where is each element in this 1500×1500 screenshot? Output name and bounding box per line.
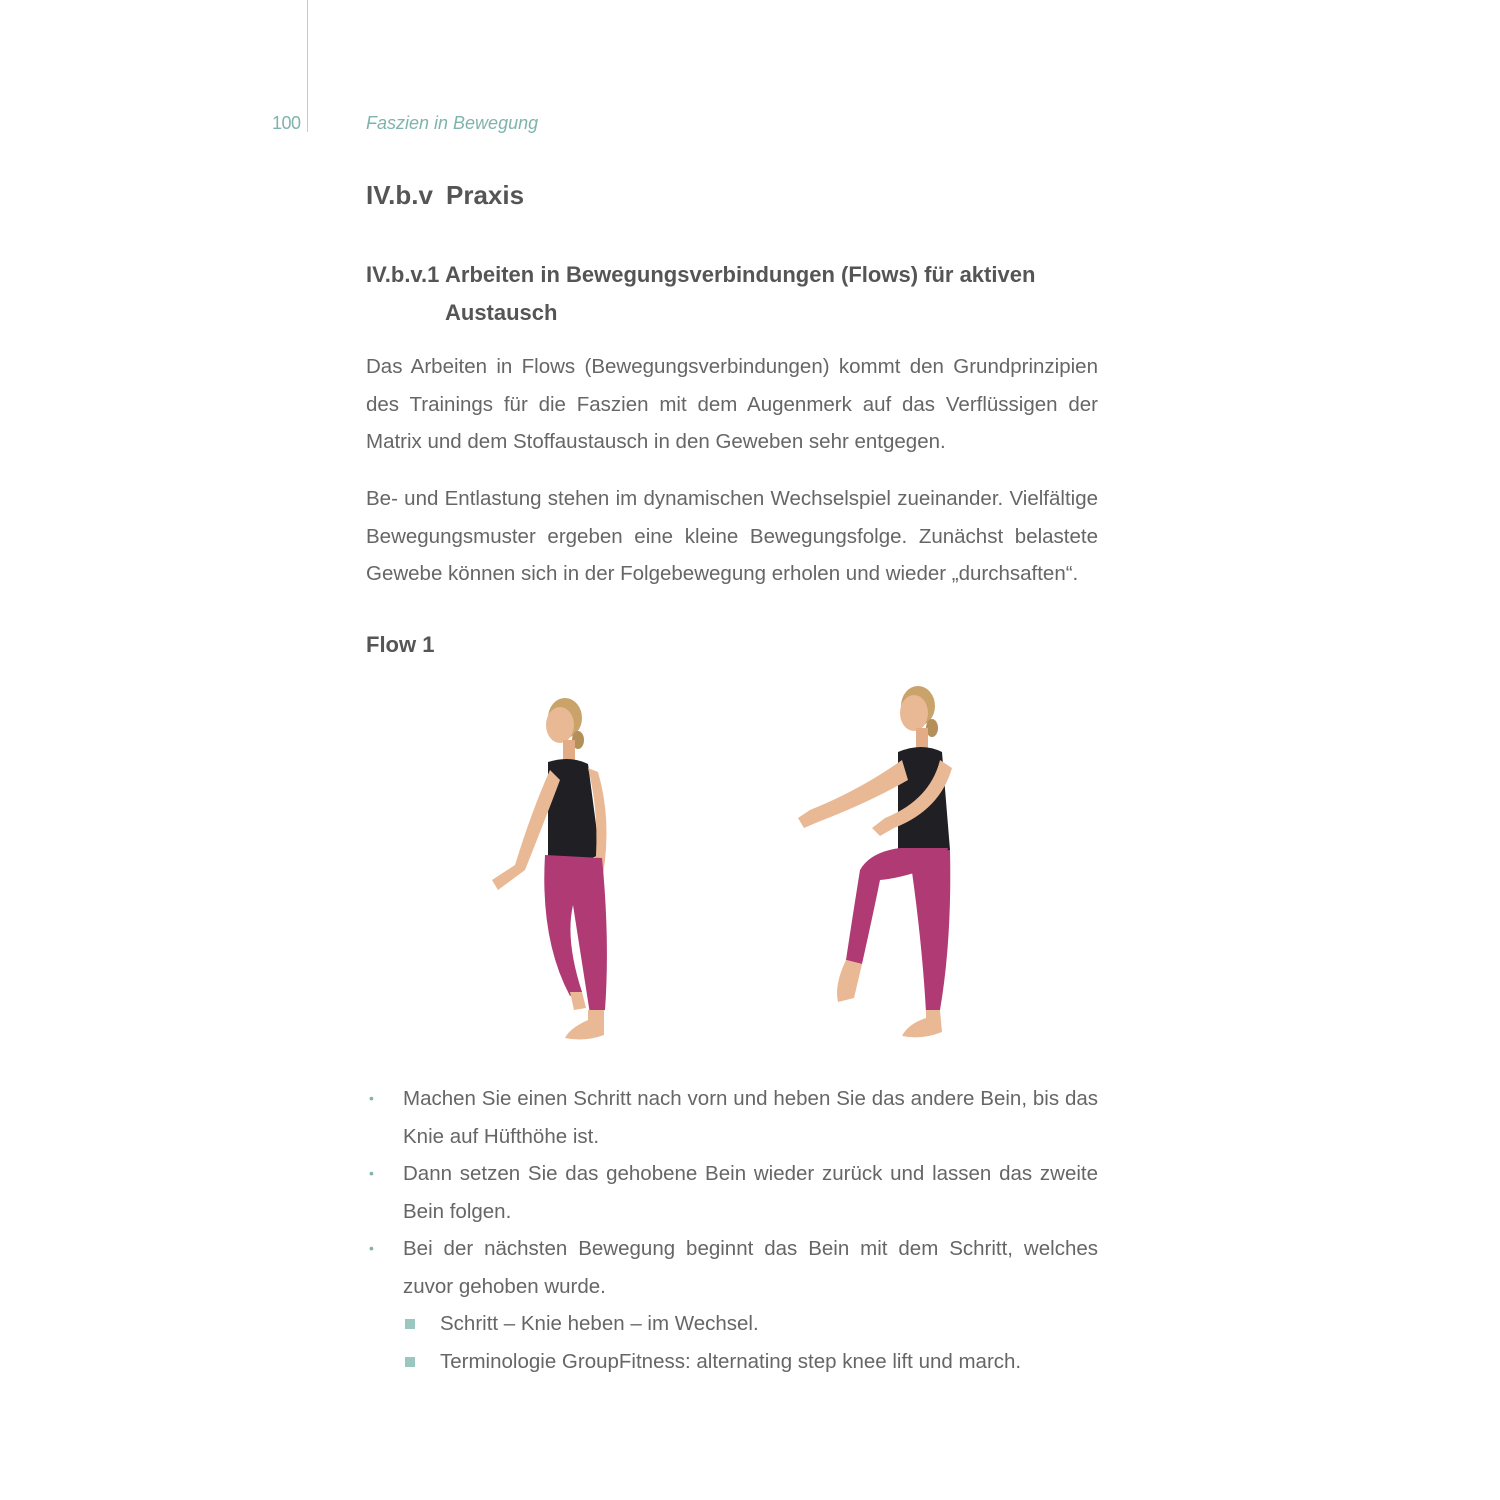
exercise-photo-knee-lift (790, 680, 980, 1050)
step-text: Machen Sie einen Schritt nach vorn und heben Sie das andere Bein, bis das Knie auf Hüfthöhe ist. (403, 1087, 1098, 1148)
list-item (366, 1230, 1098, 1305)
square-bullet-icon (405, 1357, 415, 1367)
header-rule (307, 0, 308, 132)
flow-steps (366, 1080, 1098, 1305)
section-number: IV.b.v (366, 180, 433, 210)
list-item (403, 1305, 1103, 1343)
list-item (366, 1080, 1098, 1155)
bullet-icon: • (369, 1240, 374, 1256)
square-bullet-icon (405, 1319, 415, 1329)
bullet-icon: • (369, 1165, 374, 1181)
flow-title: Flow 1 (366, 632, 435, 657)
subsection-title: Arbeiten in Bewegungsverbindungen (Flows) für aktiven Austausch (445, 262, 1036, 325)
note-text: Terminologie GroupFitness: alternating step knee lift und march. (440, 1349, 1022, 1373)
step-text: Dann setzen Sie das gehobene Bein wieder zurück und lassen das zweite Bein folgen. (403, 1162, 1098, 1223)
knee-lift-woman-illustration (798, 686, 952, 1037)
list-item (366, 1155, 1098, 1230)
list-item (403, 1343, 1103, 1381)
step-text: Bei der nächsten Bewegung beginnt das Bein mit dem Schritt, welches zuvor gehoben wurde. (403, 1237, 1098, 1298)
page-number: 100 (272, 113, 301, 133)
note-text: Schritt – Knie heben – im Wechsel. (440, 1312, 759, 1335)
flow-notes (403, 1305, 1103, 1380)
subsection-number: IV.b.v.1 (366, 262, 440, 287)
exercise-photo-standing (470, 680, 640, 1050)
standing-woman-illustration (492, 698, 607, 1039)
section-title: Praxis (446, 180, 525, 210)
paragraph-load: Be- und Entlastung stehen im dynamischen Wechselspiel zueinander. Vielfältige Bewegungsmuster ergeben eine kleine Bewegungsfolge. Zunächst belastete Gewebe können sich in der Folgebewegung erholen und wieder „durchsaften“. (366, 487, 1098, 585)
bullet-icon: • (369, 1090, 374, 1106)
paragraph-intro: Das Arbeiten in Flows (Bewegungsverbindungen) kommt den Grundprinzipien des Trainings für die Faszien mit dem Augenmerk auf das Verflüssigen der Matrix und dem Stoffaustausch in den Geweben sehr entgegen. (366, 355, 1098, 453)
section-heading (366, 180, 524, 211)
running-title: Faszien in Bewegung (366, 113, 539, 133)
